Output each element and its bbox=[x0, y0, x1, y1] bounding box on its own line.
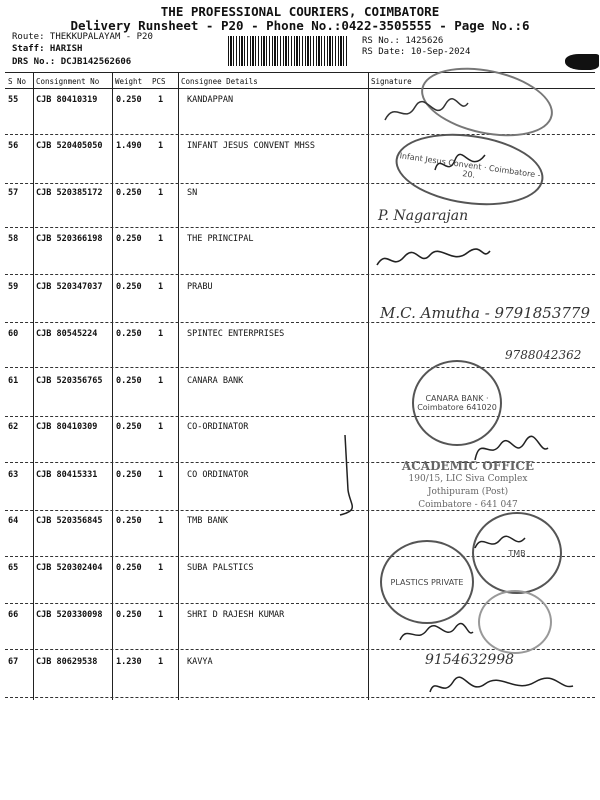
pcs-cell: 1 bbox=[158, 234, 164, 244]
sno-cell: 55 bbox=[8, 95, 19, 105]
column-divider bbox=[178, 72, 179, 700]
barcode bbox=[228, 36, 348, 66]
pcs-cell: 1 bbox=[158, 376, 164, 386]
consignment-cell: CJB 80415331 bbox=[36, 470, 98, 480]
row-divider bbox=[5, 367, 595, 368]
handwriting-row-57: P. Nagarajan bbox=[378, 208, 469, 224]
consignee-cell: TMB BANK bbox=[187, 516, 228, 526]
consignee-cell: CANARA BANK bbox=[187, 376, 244, 386]
weight-cell: 0.250 bbox=[116, 329, 142, 339]
staff-label: Staff: HARISH bbox=[12, 44, 83, 54]
pcs-cell: 1 bbox=[158, 188, 164, 198]
row-divider bbox=[5, 227, 595, 228]
consignee-cell: INFANT JESUS CONVENT MHSS bbox=[187, 141, 315, 151]
consignment-cell: CJB 80629538 bbox=[36, 657, 98, 667]
table-top-border bbox=[5, 72, 595, 73]
consignment-cell: CJB 520405050 bbox=[36, 141, 103, 151]
col-header-signature: Signature bbox=[371, 77, 412, 86]
consignee-cell: SUBA PALSTICS bbox=[187, 563, 254, 573]
weight-cell: 0.250 bbox=[116, 282, 142, 292]
consignee-cell: THE PRINCIPAL bbox=[187, 234, 254, 244]
consignee-cell: KANDAPPAN bbox=[187, 95, 234, 105]
signature-row-55 bbox=[380, 95, 470, 131]
consignee-cell: CO-ORDINATOR bbox=[187, 422, 249, 432]
sno-cell: 62 bbox=[8, 422, 19, 432]
sno-cell: 61 bbox=[8, 376, 19, 386]
weight-cell: 0.250 bbox=[116, 563, 142, 573]
sno-cell: 56 bbox=[8, 141, 19, 151]
ink-blot bbox=[565, 54, 599, 70]
stamp-line: Coimbatore - 641 047 bbox=[418, 500, 518, 510]
col-header-consignment: Consignment No bbox=[36, 77, 100, 86]
weight-cell: 0.250 bbox=[116, 376, 142, 386]
weight-cell: 0.250 bbox=[116, 610, 142, 620]
consignment-cell: CJB 520356765 bbox=[36, 376, 103, 386]
sno-cell: 64 bbox=[8, 516, 19, 526]
col-header-pcs: PCS bbox=[152, 77, 166, 86]
pcs-cell: 1 bbox=[158, 563, 164, 573]
pcs-cell: 1 bbox=[158, 329, 164, 339]
drs-number: DRS No.: DCJB142562606 bbox=[12, 57, 132, 67]
col-header-sno: S No bbox=[8, 77, 27, 86]
column-divider bbox=[112, 72, 113, 700]
pcs-cell: 1 bbox=[158, 610, 164, 620]
stamp-row-61: CANARA BANK · Coimbatore 641020 bbox=[412, 360, 502, 446]
company-title: THE PROFESSIONAL COURIERS, COIMBATORE bbox=[160, 4, 440, 19]
stamp-row-66 bbox=[478, 590, 552, 654]
consignee-cell: SN bbox=[187, 188, 198, 198]
weight-cell: 0.250 bbox=[116, 516, 142, 526]
consignment-cell: CJB 80545224 bbox=[36, 329, 98, 339]
runsheet-subtitle: Delivery Runsheet - P20 - Phone No.:0422-3505555 - Page No.:6 bbox=[70, 18, 530, 33]
consignment-cell: CJB 80410309 bbox=[36, 422, 98, 432]
col-header-weight: Weight bbox=[115, 77, 143, 86]
rs-number: RS No.: 1425626 bbox=[362, 36, 444, 46]
handwriting-row-59: M.C. Amutha - 9791853779 bbox=[380, 304, 590, 322]
stamp-line: Jothipuram (Post) bbox=[427, 487, 509, 497]
consignment-cell: CJB 520366198 bbox=[36, 234, 103, 244]
stamp-line: ACADEMIC OFFICE bbox=[401, 459, 535, 473]
signature-row-67 bbox=[425, 672, 575, 702]
route-label: Route: THEKKUPALAYAM - P20 bbox=[12, 32, 153, 42]
sno-cell: 63 bbox=[8, 470, 19, 480]
sno-cell: 67 bbox=[8, 657, 19, 667]
sno-cell: 57 bbox=[8, 188, 19, 198]
sno-cell: 66 bbox=[8, 610, 19, 620]
consignee-cell: PRABU bbox=[187, 282, 213, 292]
weight-cell: 1.490 bbox=[116, 141, 142, 151]
weight-cell: 0.250 bbox=[116, 470, 142, 480]
pcs-cell: 1 bbox=[158, 282, 164, 292]
sno-cell: 59 bbox=[8, 282, 19, 292]
column-divider bbox=[368, 72, 369, 700]
row-divider bbox=[5, 322, 595, 323]
stamp-row-65: PLASTICS PRIVATE bbox=[380, 540, 474, 624]
pcs-cell: 1 bbox=[158, 516, 164, 526]
consignee-cell: KAVYA bbox=[187, 657, 213, 667]
signature-row-56 bbox=[430, 150, 490, 180]
sno-cell: 60 bbox=[8, 329, 19, 339]
weight-cell: 1.230 bbox=[116, 657, 142, 667]
pcs-cell: 1 bbox=[158, 470, 164, 480]
rs-date: RS Date: 10-Sep-2024 bbox=[362, 47, 471, 57]
weight-cell: 0.250 bbox=[116, 95, 142, 105]
row-divider bbox=[5, 416, 595, 417]
column-divider bbox=[33, 72, 34, 700]
signature-row-58 bbox=[372, 243, 492, 273]
consignee-cell: CO ORDINATOR bbox=[187, 470, 249, 480]
consignment-cell: CJB 520356845 bbox=[36, 516, 103, 526]
pcs-cell: 1 bbox=[158, 422, 164, 432]
pcs-cell: 1 bbox=[158, 141, 164, 151]
consignment-cell: CJB 520330098 bbox=[36, 610, 103, 620]
consignment-cell: CJB 520385172 bbox=[36, 188, 103, 198]
weight-cell: 0.250 bbox=[116, 188, 142, 198]
handwriting-row-61: 9788042362 bbox=[505, 348, 582, 362]
weight-cell: 0.250 bbox=[116, 422, 142, 432]
pcs-cell: 1 bbox=[158, 95, 164, 105]
handwriting-row-67: 9154632998 bbox=[425, 652, 515, 668]
stamp-row-64: TMB bbox=[472, 512, 562, 594]
mark-row-62 bbox=[330, 430, 370, 520]
signature-row-66 bbox=[395, 620, 475, 648]
pcs-cell: 1 bbox=[158, 657, 164, 667]
consignee-cell: SPINTEC ENTERPRISES bbox=[187, 329, 285, 339]
consignee-cell: SHRI D RAJESH KUMAR bbox=[187, 610, 285, 620]
row-divider bbox=[5, 274, 595, 275]
weight-cell: 0.250 bbox=[116, 234, 142, 244]
sno-cell: 65 bbox=[8, 563, 19, 573]
col-header-consignee: Consignee Details bbox=[181, 77, 258, 86]
consignment-cell: CJB 520347037 bbox=[36, 282, 103, 292]
signature-row-64 bbox=[470, 530, 530, 555]
sno-cell: 58 bbox=[8, 234, 19, 244]
consignment-cell: CJB 520302404 bbox=[36, 563, 103, 573]
consignment-cell: CJB 80410319 bbox=[36, 95, 98, 105]
stamp-row-63 bbox=[388, 460, 548, 512]
stamp-line: 190/15, LIC Siva Complex bbox=[408, 474, 528, 484]
stamp-row-56: Infant Jesus Convent · Coimbatore - 20. bbox=[391, 125, 548, 214]
